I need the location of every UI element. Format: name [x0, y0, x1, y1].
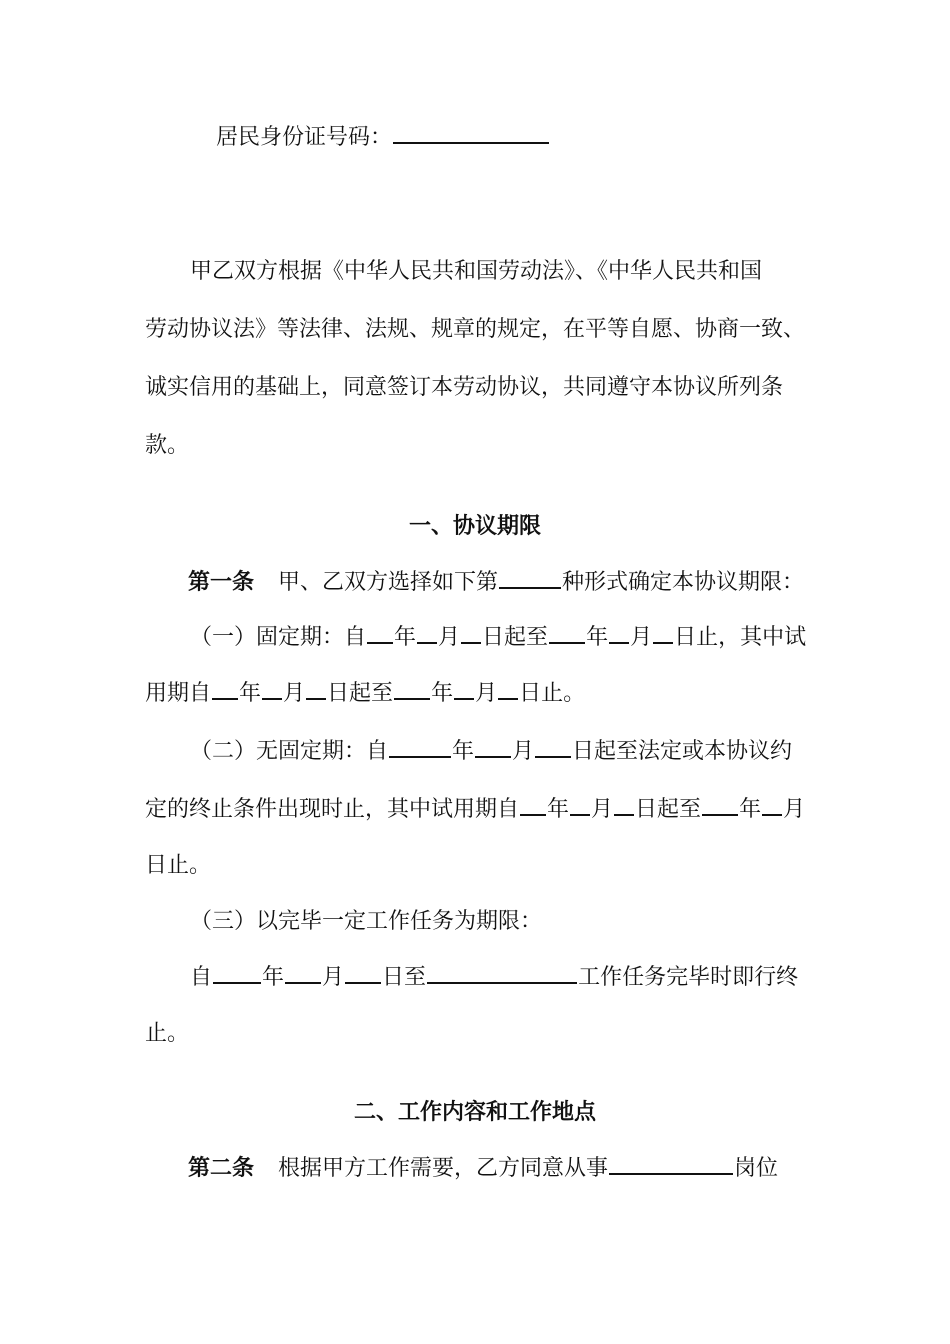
task-start-day-blank[interactable]: [345, 962, 381, 984]
unfixed-probation-start-year-blank[interactable]: [520, 794, 546, 816]
fixed-end-month-blank[interactable]: [609, 622, 629, 644]
unfixed-term-line-2: [145, 794, 805, 826]
unfixed-start-month-blank[interactable]: [475, 736, 511, 758]
id-number-label: 居民身份证号码：: [216, 125, 393, 150]
unfixed-start-year-blank[interactable]: [389, 736, 451, 758]
article-1-label: 第一条: [188, 569, 255, 595]
fixed-start-month-blank[interactable]: [417, 622, 437, 644]
unfixed-line2-prefix: 定的终止条件出现时止，其中试用期自: [145, 797, 520, 822]
probation-start-day-blank[interactable]: [306, 678, 326, 700]
intro-line-2: 劳动协议法》等法律、法规、规章的规定，在平等自愿、协商一致、: [145, 317, 806, 342]
task-term-line-2: 止。: [145, 1021, 190, 1046]
unfixed-probation-year-label: 年: [547, 797, 570, 822]
unfixed-probation-start-month-blank[interactable]: [570, 794, 590, 816]
probation-month-label-2: 月: [475, 681, 498, 706]
task-term-line-1: [190, 962, 798, 994]
task-month-label: 月: [322, 965, 345, 990]
fixed-start-day-blank[interactable]: [461, 622, 481, 644]
intro-line-3: 诚实信用的基础上，同意签订本劳动协议，共同遵守本协议所列条: [145, 375, 784, 400]
task-prefix: 自: [190, 965, 213, 990]
unfixed-term-prefix: （二）无固定期：自: [190, 739, 389, 764]
article-2-text-a: 根据甲方工作需要，乙方同意从事: [278, 1156, 609, 1181]
fixed-year-label: 年: [394, 625, 417, 650]
article-2-line: [188, 1152, 778, 1184]
unfixed-probation-end-year-blank[interactable]: [702, 794, 738, 816]
unfixed-start-day-blank[interactable]: [535, 736, 571, 758]
unfixed-probation-start-day-blank[interactable]: [614, 794, 634, 816]
position-blank[interactable]: [609, 1153, 733, 1175]
unfixed-probation-day-from-label: 日起至: [635, 797, 702, 822]
probation-end-year-blank[interactable]: [394, 678, 430, 700]
term-type-blank[interactable]: [499, 567, 561, 589]
task-term-title: （三）以完毕一定工作任务为期限：: [190, 909, 543, 934]
probation-month-label: 月: [283, 681, 306, 706]
fixed-start-year-blank[interactable]: [367, 622, 393, 644]
unfixed-term-line-1: [190, 736, 792, 768]
article-1-text-b: 种形式确定本协议期限：: [562, 570, 805, 595]
intro-line-1: 甲乙双方根据《中华人民共和国劳动法》、《中华人民共和国: [190, 259, 763, 284]
unfixed-month-label: 月: [512, 739, 535, 764]
probation-day-from-label: 日起至: [327, 681, 394, 706]
probation-start-year-blank[interactable]: [212, 678, 238, 700]
fixed-year-label-2: 年: [586, 625, 609, 650]
unfixed-term-line-3: 日止。: [145, 853, 212, 878]
article-1-text-a: 甲、乙双方选择如下第: [278, 570, 499, 595]
fixed-day-from-label: 日起至: [482, 625, 549, 650]
id-number-line: [216, 122, 550, 154]
id-number-blank[interactable]: [393, 122, 549, 144]
section-1-title: 一、协议期限: [408, 513, 541, 539]
probation-end-label: 日止。: [519, 681, 586, 706]
section-2-title: 二、工作内容和工作地点: [353, 1099, 596, 1125]
unfixed-probation-end-month-blank[interactable]: [762, 794, 782, 816]
unfixed-probation-month-label: 月: [591, 797, 614, 822]
unfixed-rest: 日起至法定或本协议约: [572, 739, 793, 764]
unfixed-probation-year-label-2: 年: [739, 797, 762, 822]
article-1-line: [188, 566, 804, 598]
fixed-term-line-2: [145, 678, 585, 710]
fixed-end-day-blank[interactable]: [653, 622, 673, 644]
fixed-term-line-1: [190, 622, 806, 654]
unfixed-probation-month-label-2: 月: [783, 797, 806, 822]
unfixed-year-label: 年: [452, 739, 475, 764]
task-rest: 工作任务完毕时即行终: [578, 965, 799, 990]
fixed-day-to-label: 日止，其中试: [674, 625, 807, 650]
fixed-month-label-2: 月: [630, 625, 653, 650]
task-day-to-label: 日至: [382, 965, 427, 990]
probation-start-month-blank[interactable]: [262, 678, 282, 700]
task-start-month-blank[interactable]: [285, 962, 321, 984]
fixed-end-year-blank[interactable]: [549, 622, 585, 644]
fixed-term-prefix: （一）固定期：自: [190, 625, 367, 650]
probation-end-day-blank[interactable]: [498, 678, 518, 700]
fixed-month-label: 月: [438, 625, 461, 650]
article-2-text-b: 岗位: [734, 1156, 779, 1181]
task-description-blank[interactable]: [427, 962, 577, 984]
task-start-year-blank[interactable]: [213, 962, 261, 984]
task-year-label: 年: [262, 965, 285, 990]
probation-end-month-blank[interactable]: [454, 678, 474, 700]
probation-year-label-2: 年: [431, 681, 454, 706]
probation-year-label: 年: [239, 681, 262, 706]
article-2-label: 第二条: [188, 1155, 255, 1181]
probation-prefix: 用期自: [145, 681, 212, 706]
intro-line-4: 款。: [145, 433, 190, 458]
